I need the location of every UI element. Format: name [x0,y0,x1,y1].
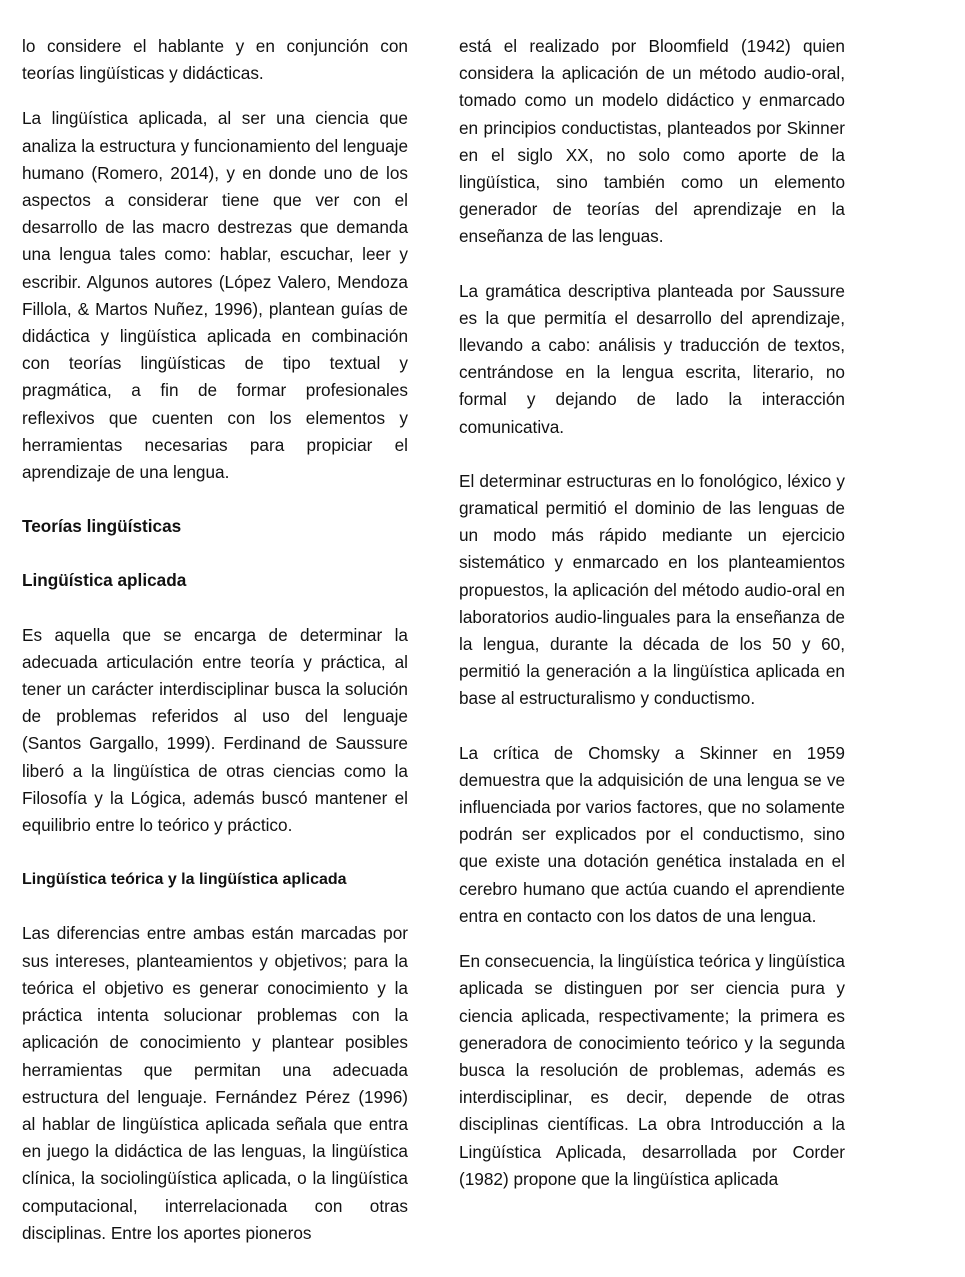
paragraph-structures: El determinar estructuras en lo fonológico, léxico y gramatical permitió el dominio de las lenguas de un modo más rápido mediante un ejercicio sistemático y enmarcado en los planteamientos propuestos, la aplicación del método audio-oral en laboratorios audio-linguales para la enseñanza de la lengua, durante la década de los 50 y 60, permitió la generación a la lingüística aplicada en base al estructuralismo y conductismo. [459,470,845,709]
paragraph-differences: Las diferencias entre ambas están marcadas por sus intereses, planteamientos y objetivos; para la teórica el objetivo es generar conocimiento y la práctica intenta solucionar problemas con la aplicación de conocimiento y plantear posibles herramientas que permitan una adecuada estructura del lenguaje. Fernández Pérez (1996) al hablar de lingüística aplicada señala que entra en juego la didáctica de las lenguas, la lingüística clínica, la sociolingüística aplicada, o la lingüística computacional, interrelacionada con otras disciplinas. Entre los aportes pioneros [22,923,408,1243]
paragraph-chomsky-critique: La crítica de Chomsky a Skinner en 1959 demuestra que la adquisición de una lengua se ve influenciada por varios factores, que no solamente podrán ser explicados por el conductismo, sino que existe una dotación genética instalada en el cerebro humano que actúa cuando el aprendiente entra en contacto con los datos de una lengua. [459,742,845,926]
paragraph-bloomfield: está el realizado por Bloomfield (1942) quien considera la aplicación de un método audio-oral, tomado como un modelo didáctico y enmarcado en principios conductistas, planteados por Skinner en el siglo XX, no solo como aporte de la lingüística, sino también como un elemento generador de teorías del aprendizaje en la enseñanza de las lenguas. [459,36,845,247]
paragraph-consequence: En consecuencia, la lingüística teórica y lingüística aplicada se distinguen por ser ciencia pura y ciencia aplicada, respectivamente; la primera es generadora de conocimiento teórico y la segunda busca la resolución de problemas, además es interdisciplinar, es decir, depende de otras disciplinas científicas. La obra Introducción a la Lingüística Aplicada, desarrollada por Corder (1982) propone que la lingüística aplicada [459,951,845,1189]
heading-applied-linguistics: Lingüística aplicada [22,570,187,591]
heading-linguistic-theories: Teorías lingüísticas [22,516,182,537]
right-column [459,33,845,1211]
heading-theoretical-vs-applied: Lingüística teórica y la lingüística aplicada [22,871,347,889]
left-column [22,33,408,1265]
paragraph-applied-linguistics-intro: La lingüística aplicada, al ser una ciencia que analiza la estructura y funcionamiento del lenguaje humano (Romero, 2014), y en donde uno de los aspectos a considerar tiene que ver con el desarrollo de las macro destrezas que demanda una lengua tales como: hablar, escuchar, leer y escribir. Algunos autores (López Valero, Mendoza Fillola, & Martos Nuñez, 1996), plantean guías de didáctica y lingüística aplicada en combinación con teorías lingüísticas de tipo textual y pragmática, a fin de formar profesionales reflexivos que cuenten con los elementos y herramientas necesarias para propiciar el aprendizaje de una lengua. [22,108,409,483]
paragraph-continuation: lo considere el hablante y en conjunción con teorías lingüísticas y didácticas. [22,36,408,84]
paragraph-applied-linguistics-definition: Es aquella que se encarga de determinar la adecuada articulación entre teoría y práctica, al tener un carácter interdisciplinar busca la solución de problemas referidos al uso del lenguaje (Santos Gargallo, 1999). Ferdinand de Saussure liberó a la lingüística de otras ciencias como la Filosofía y la Lógica, además buscó mantener el equilibrio entre lo teórico y práctico. [22,624,408,836]
paragraph-descriptive-grammar: La gramática descriptiva planteada por Saussure es la que permitía el desarrollo del aprendizaje, llevando a cabo: análisis y traducción de textos, centrándose en la lengua escrita, literario, no formal y dejando de lado la interacción comunicativa. [459,280,845,437]
